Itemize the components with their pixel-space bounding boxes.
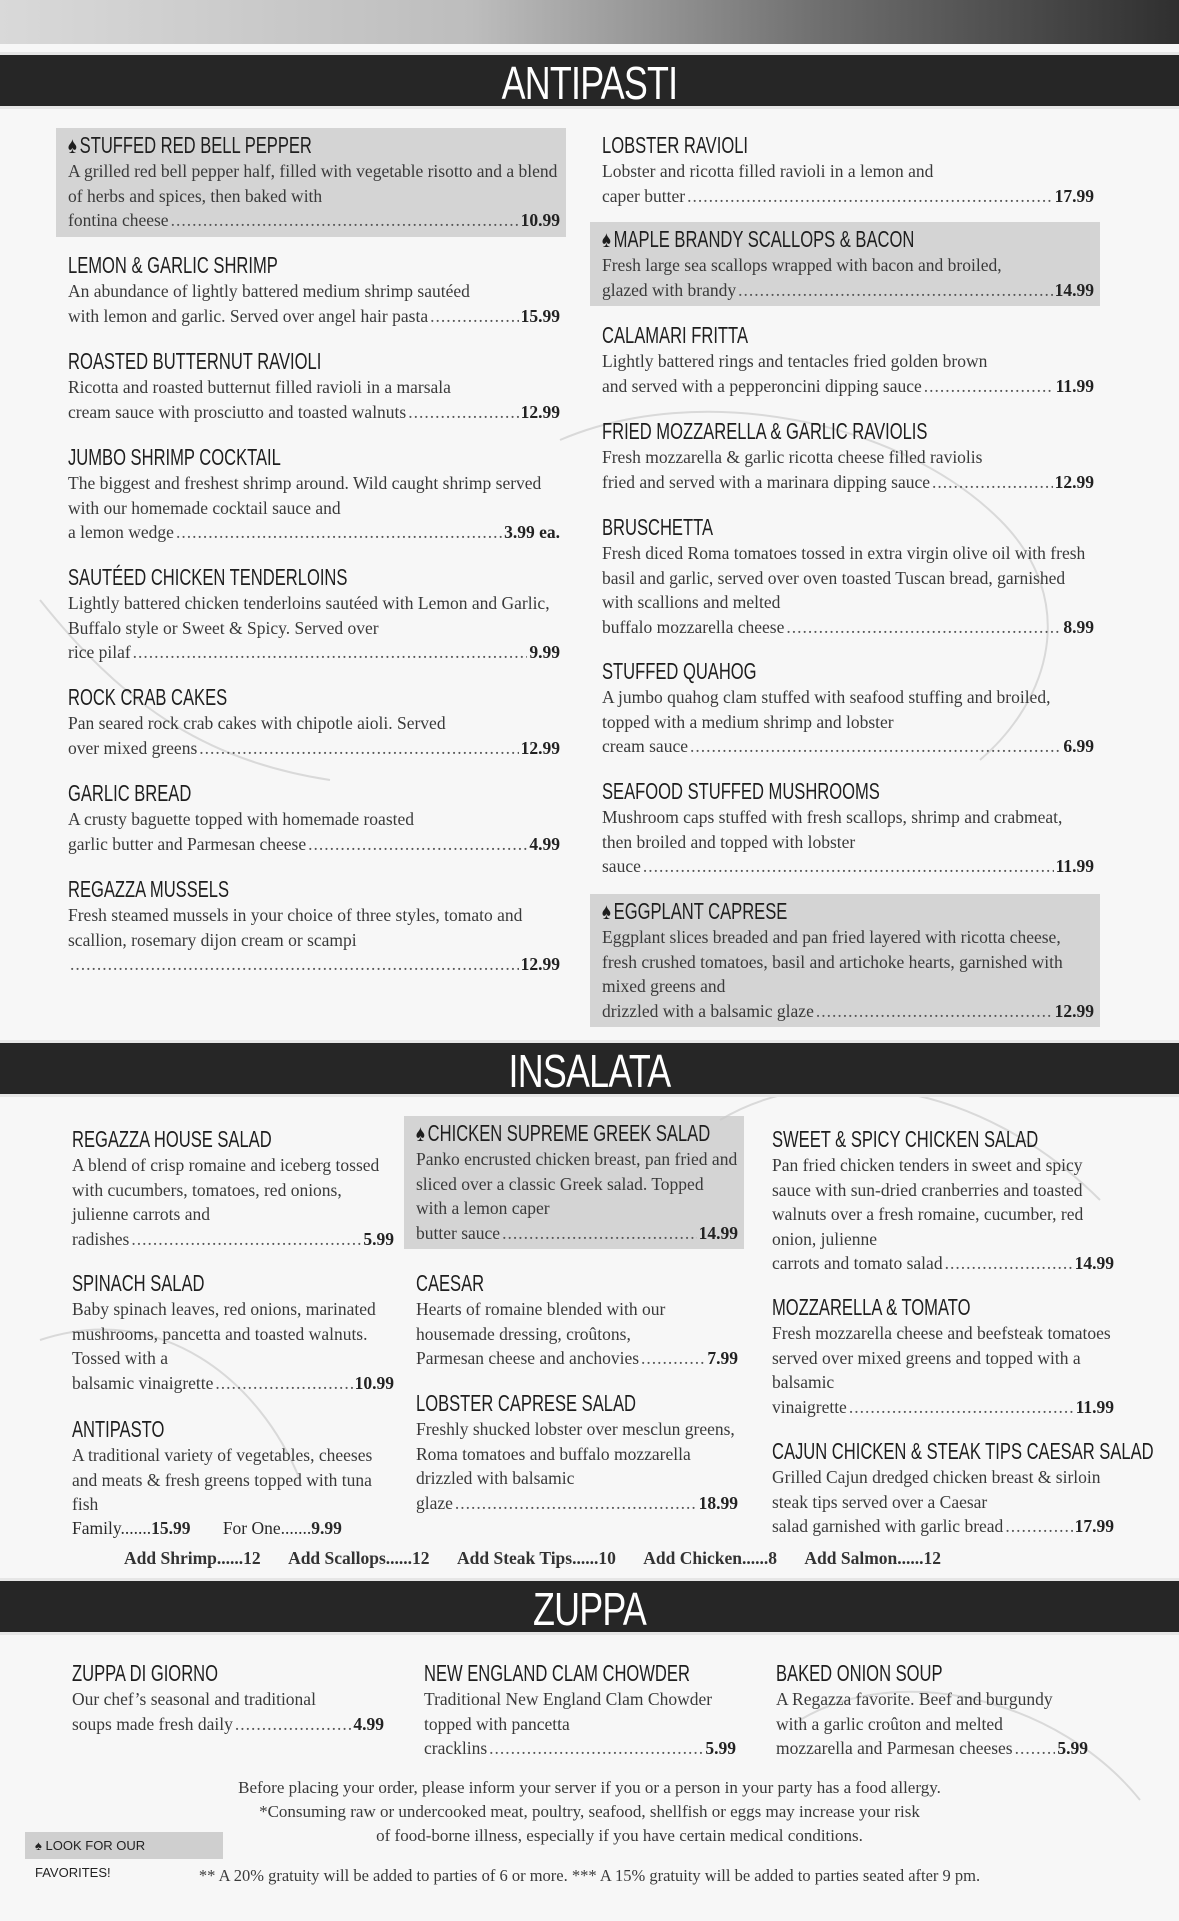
menu-item-price-line: over mixed greens ..... 12.99: [68, 736, 560, 761]
menu-item: [590, 414, 1100, 498]
menu-item-name: ♠ CHICKEN SUPREME GREEK SALAD: [416, 1120, 711, 1146]
menu-item-description: Pan seared rock crab cakes with chipotle aioli. Served: [68, 713, 446, 733]
menu-item: [60, 1412, 400, 1521]
menu-item-price-line: carrots and tomato salad ..... 14.99: [772, 1251, 1114, 1276]
menu-item-price: 4.99: [529, 833, 560, 854]
menu-item-description: Fresh diced Roma tomatoes tossed in extra virgin olive oil with fresh basil and garlic, served over oven toasted Tuscan bread, garnished with scallions and melted: [602, 543, 1086, 612]
menu-item-price-line: cream sauce ..... 6.99: [602, 734, 1094, 759]
consumption-warning-2: of food-borne illness, especially if you have certain medical conditions.: [376, 1826, 863, 1845]
menu-item-description: Fresh steamed mussels in your choice of three styles, tomato and scallion, rosemary dijon cream or scampi: [68, 905, 523, 950]
menu-item: [760, 1434, 1154, 1543]
menu-item-description: Ricotta and roasted butternut filled ravioli in a marsala: [68, 377, 451, 397]
addons-row: [124, 1548, 965, 1569]
menu-item: [56, 344, 566, 428]
addon: Add Chicken......8: [643, 1548, 777, 1568]
menu-item-description: Lightly battered rings and tentacles fried golden brown: [602, 351, 988, 371]
menu-item-name: SPINACH SALAD: [72, 1270, 205, 1296]
section-title: ZUPPA: [532, 1583, 647, 1635]
section-bar-antipasti: [0, 52, 1179, 109]
menu-item-description: Panko encrusted chicken breast, pan fried and sliced over a classic Greek salad. Topped with a lemon caper: [416, 1149, 738, 1218]
addon: Add Scallops......12: [288, 1548, 430, 1568]
menu-item-name: REGAZZA HOUSE SALAD: [72, 1126, 272, 1152]
spade-icon: ♠: [416, 1120, 425, 1146]
menu-item-price: 10.99: [354, 1372, 394, 1393]
menu-item-price: 7.99: [707, 1348, 738, 1368]
menu-item-description: Pan fried chicken tenders in sweet and spicy sauce with sun-dried cranberries and toasted walnuts over a fresh romaine, cucumber, red onion, julienne: [772, 1155, 1084, 1249]
menu-item-price: 3.99 ea.: [504, 522, 560, 542]
menu-item: [412, 1656, 742, 1765]
menu-item-description: Fresh large sea scallops wrapped with bacon and broiled,: [602, 255, 1002, 275]
menu-item: [590, 128, 1100, 212]
menu-item-description: Our chef’s seasonal and traditional: [72, 1689, 316, 1709]
menu-item-name: BAKED ONION SOUP: [776, 1660, 943, 1686]
menu-item-price-line: salad garnished with garlic bread ..... 17.99: [772, 1514, 1114, 1539]
menu-item: [760, 1122, 1120, 1280]
menu-item: [590, 774, 1100, 883]
menu-item-price-line: sauce ..... 11.99: [602, 854, 1094, 879]
menu-item-name: SWEET & SPICY CHICKEN SALAD: [772, 1126, 1039, 1152]
menu-item-name: MOZZARELLA & TOMATO: [772, 1294, 971, 1320]
menu-item-price: 17.99: [1074, 1516, 1114, 1536]
menu-item: [590, 222, 1100, 306]
addon: Add Salmon......12: [804, 1548, 942, 1568]
menu-item-description: Hearts of romaine blended with our housemade dressing, croûtons,: [416, 1299, 666, 1344]
menu-item-price-line: mozzarella and Parmesan cheeses ..... 5.99: [776, 1736, 1088, 1761]
menu-item: [760, 1290, 1120, 1423]
menu-item: [60, 1656, 390, 1740]
menu-item-price-line: glazed with brandy ..... 14.99: [602, 278, 1094, 303]
menu-item: [764, 1656, 1094, 1765]
menu-item-description: Lightly battered chicken tenderloins sautéed with Lemon and Garlic, Buffalo style or Sweet & Spicy. Served over: [68, 593, 550, 638]
spade-icon: ♠: [602, 226, 611, 252]
menu-item-price-line: buffalo mozzarella cheese ..... 8.99: [602, 615, 1094, 640]
menu-item-price-line: balsamic vinaigrette ..... 10.99: [72, 1371, 394, 1396]
menu-item-name: REGAZZA MUSSELS: [68, 876, 230, 902]
section-title: ANTIPASTI: [501, 57, 678, 109]
menu-item-description: A traditional variety of vegetables, cheeses and meats & fresh greens topped with tuna fish: [72, 1445, 373, 1514]
menu-item-name: LOBSTER RAVIOLI: [602, 132, 749, 158]
menu-item-price-line: Parmesan cheese and anchovies ..... 7.99: [416, 1346, 738, 1371]
menu-item: [56, 560, 566, 669]
menu-item: [56, 440, 566, 549]
menu-item-name: STUFFED QUAHOG: [602, 658, 757, 684]
menu-item-price-line: a lemon wedge ..... 3.99 ea.: [68, 520, 560, 545]
menu-item-price: 12.99: [520, 954, 560, 974]
menu-item-name: ♠ EGGPLANT CAPRESE: [602, 898, 788, 924]
menu-item-price: 8.99: [1063, 616, 1094, 637]
menu-item: [590, 318, 1100, 402]
menu-item-name: NEW ENGLAND CLAM CHOWDER: [424, 1660, 690, 1686]
menu-item: [404, 1386, 744, 1519]
menu-item-price-line: glaze ..... 18.99: [416, 1491, 738, 1516]
menu-item-price: 18.99: [698, 1492, 738, 1513]
menu-item-name: GARLIC BREAD: [68, 780, 192, 806]
menu-item-name: SAUTÉED CHICKEN TENDERLOINS: [68, 564, 348, 590]
menu-item-price-line: and served with a pepperoncini dipping sauce ..... 11.99: [602, 374, 1094, 399]
menu-item: [60, 1266, 400, 1399]
menu-item-description: Eggplant slices breaded and pan fried layered with ricotta cheese, fresh crushed tomatoes, basil and artichoke hearts, garnished with mixed greens and: [602, 927, 1063, 996]
menu-item: [404, 1266, 744, 1375]
section-title: INSALATA: [508, 1045, 671, 1097]
menu-item: [590, 654, 1100, 763]
menu-item-description: Traditional New England Clam Chowder topped with pancetta: [424, 1689, 713, 1734]
menu-item-price: 14.99: [1054, 279, 1094, 300]
menu-item-name: ROCK CRAB CAKES: [68, 684, 228, 710]
menu-item-price: 17.99: [1054, 185, 1094, 206]
antipasto-prices: Family.......15.99 For One.......9.99: [72, 1518, 342, 1538]
menu-item-name: CALAMARI FRITTA: [602, 322, 748, 348]
menu-item-price: 5.99: [1057, 1738, 1088, 1758]
menu-item-name: BRUSCHETTA: [602, 514, 714, 540]
favorites-badge: ♠ LOOK FOR OUR FAVORITES!: [25, 1832, 223, 1859]
menu-item-name: JUMBO SHRIMP COCKTAIL: [68, 444, 281, 470]
menu-item: [56, 128, 566, 237]
menu-item-price: 11.99: [1055, 856, 1094, 876]
menu-item-price-line: fontina cheese ..... 10.99: [68, 208, 560, 233]
menu-item-name: ANTIPASTO: [72, 1416, 165, 1442]
menu-item-price: 6.99: [1063, 736, 1094, 756]
menu-item-description: A crusty baguette topped with homemade roasted: [68, 809, 415, 829]
menu-item-price-line: cream sauce with prosciutto and toasted walnuts ..... 12.99: [68, 400, 560, 425]
menu-item-price-line: butter sauce ..... 14.99: [416, 1221, 738, 1246]
allergy-notice: Before placing your order, please inform your server if you or a person in your party has a food allergy.: [238, 1778, 941, 1797]
menu-item: [56, 248, 566, 332]
menu-item-price: 5.99: [705, 1738, 736, 1758]
menu-item-name: LEMON & GARLIC SHRIMP: [68, 252, 278, 278]
menu-item-price-line: cracklins ..... 5.99: [424, 1736, 736, 1761]
menu-item-price: 12.99: [520, 401, 560, 422]
menu-item-description: Fresh mozzarella & garlic ricotta cheese filled raviolis: [602, 447, 983, 467]
menu-item-description: An abundance of lightly battered medium shrimp sautéed: [68, 281, 470, 301]
menu-item-price: 14.99: [698, 1222, 738, 1243]
consumption-warning: *Consuming raw or undercooked meat, poultry, seafood, shellfish or eggs may increase your risk: [259, 1802, 920, 1821]
menu-item-price: 10.99: [520, 210, 560, 230]
menu-item-description: Fresh mozzarella cheese and beefsteak tomatoes served over mixed greens and topped with a balsamic: [772, 1323, 1111, 1392]
menu-item-description: Grilled Cajun dredged chicken breast & sirloin steak tips served over a Caesar: [772, 1467, 1101, 1512]
menu-item-name: ♠ MAPLE BRANDY SCALLOPS & BACON: [602, 226, 915, 252]
menu-item-price: 11.99: [1075, 1396, 1114, 1417]
menu-item-name: LOBSTER CAPRESE SALAD: [416, 1390, 636, 1416]
menu-item-description: The biggest and freshest shrimp around. Wild caught shrimp served with our homemade cocktail sauce and: [68, 473, 542, 518]
menu-item-price: 9.99: [529, 642, 560, 662]
top-decorative-band: [0, 0, 1179, 44]
menu-item: [56, 872, 566, 981]
menu-item-price: 12.99: [1054, 471, 1094, 492]
section-bar-insalata: [0, 1040, 1179, 1097]
menu-item-name: ZUPPA DI GIORNO: [72, 1660, 219, 1686]
menu-item-price-line: vinaigrette ..... 11.99: [772, 1395, 1114, 1420]
menu-item: [590, 510, 1100, 643]
menu-item-price-line: with lemon and garlic. Served over angel hair pasta ..... 15.99: [68, 304, 560, 329]
menu-item: [60, 1122, 400, 1255]
menu-item-price-line: caper butter ..... 17.99: [602, 184, 1094, 209]
gratuity-notice: ** A 20% gratuity will be added to parties of 6 or more. *** A 15% gratuity will be added to parties seated after 9 pm.: [198, 1866, 981, 1885]
menu-item-name: ROASTED BUTTERNUT RAVIOLI: [68, 348, 322, 374]
addon: Add Shrimp......12: [124, 1548, 261, 1568]
menu-item-name: CAESAR: [416, 1270, 485, 1296]
menu-item-description: Mushroom caps stuffed with fresh scallops, shrimp and crabmeat, then broiled and topped with lobster: [602, 807, 1063, 852]
menu-item-price: 11.99: [1055, 375, 1094, 396]
menu-item: [590, 894, 1100, 1027]
spade-icon: ♠: [602, 898, 611, 924]
menu-item-price: 12.99: [520, 737, 560, 758]
menu-item-name: ♠ STUFFED RED BELL PEPPER: [68, 132, 312, 158]
menu-item-price: 15.99: [520, 305, 560, 326]
section-bar-zuppa: [0, 1578, 1179, 1635]
menu-item-price-line: rice pilaf ..... 9.99: [68, 640, 560, 665]
menu-item-price-line: radishes ..... 5.99: [72, 1227, 394, 1252]
menu-item-price: 12.99: [1054, 1000, 1094, 1021]
menu-item-description: A Regazza favorite. Beef and burgundy with a garlic croûton and melted: [776, 1689, 1053, 1734]
menu-item-name: FRIED MOZZARELLA & GARLIC RAVIOLIS: [602, 418, 928, 444]
menu-item-price: 5.99: [363, 1228, 394, 1249]
menu-item: [56, 680, 566, 764]
menu-item-name: CAJUN CHICKEN & STEAK TIPS CAESAR SALAD: [772, 1438, 1154, 1464]
menu-item-price-line: drizzled with a balsamic glaze ..... 12.99: [602, 999, 1094, 1024]
menu-item-name: SEAFOOD STUFFED MUSHROOMS: [602, 778, 880, 804]
menu-item-price-line: garlic butter and Parmesan cheese ..... 4.99: [68, 832, 560, 857]
menu-item: [56, 776, 566, 860]
menu-item-price: 14.99: [1074, 1253, 1114, 1273]
addon: Add Steak Tips......10: [456, 1548, 616, 1568]
menu-item: [404, 1116, 744, 1249]
menu-item-description: A jumbo quahog clam stuffed with seafood stuffing and broiled, topped with a medium shrimp and lobster: [602, 687, 1051, 732]
spade-icon: ♠: [68, 132, 77, 158]
menu-item-description: Freshly shucked lobster over mesclun greens, Roma tomatoes and buffalo mozzarella drizzled with balsamic: [416, 1419, 735, 1488]
menu-item-price: 4.99: [353, 1713, 384, 1734]
menu-item-description: A grilled red bell pepper half, filled with vegetable risotto and a blend of herbs and spices, then baked with: [68, 161, 558, 206]
menu-item-description: Lobster and ricotta filled ravioli in a lemon and: [602, 161, 934, 181]
menu-item-description: Baby spinach leaves, red onions, marinated mushrooms, pancetta and toasted walnuts. Tossed with a: [72, 1299, 376, 1368]
menu-item-price-line: soups made fresh daily ..... 4.99: [72, 1712, 384, 1737]
menu-item-description: A blend of crisp romaine and iceberg tossed with cucumbers, tomatoes, red onions, julienne carrots and: [72, 1155, 380, 1224]
menu-item-price-line: [68, 952, 560, 977]
menu-item-price-line: fried and served with a marinara dipping sauce ..... 12.99: [602, 470, 1094, 495]
